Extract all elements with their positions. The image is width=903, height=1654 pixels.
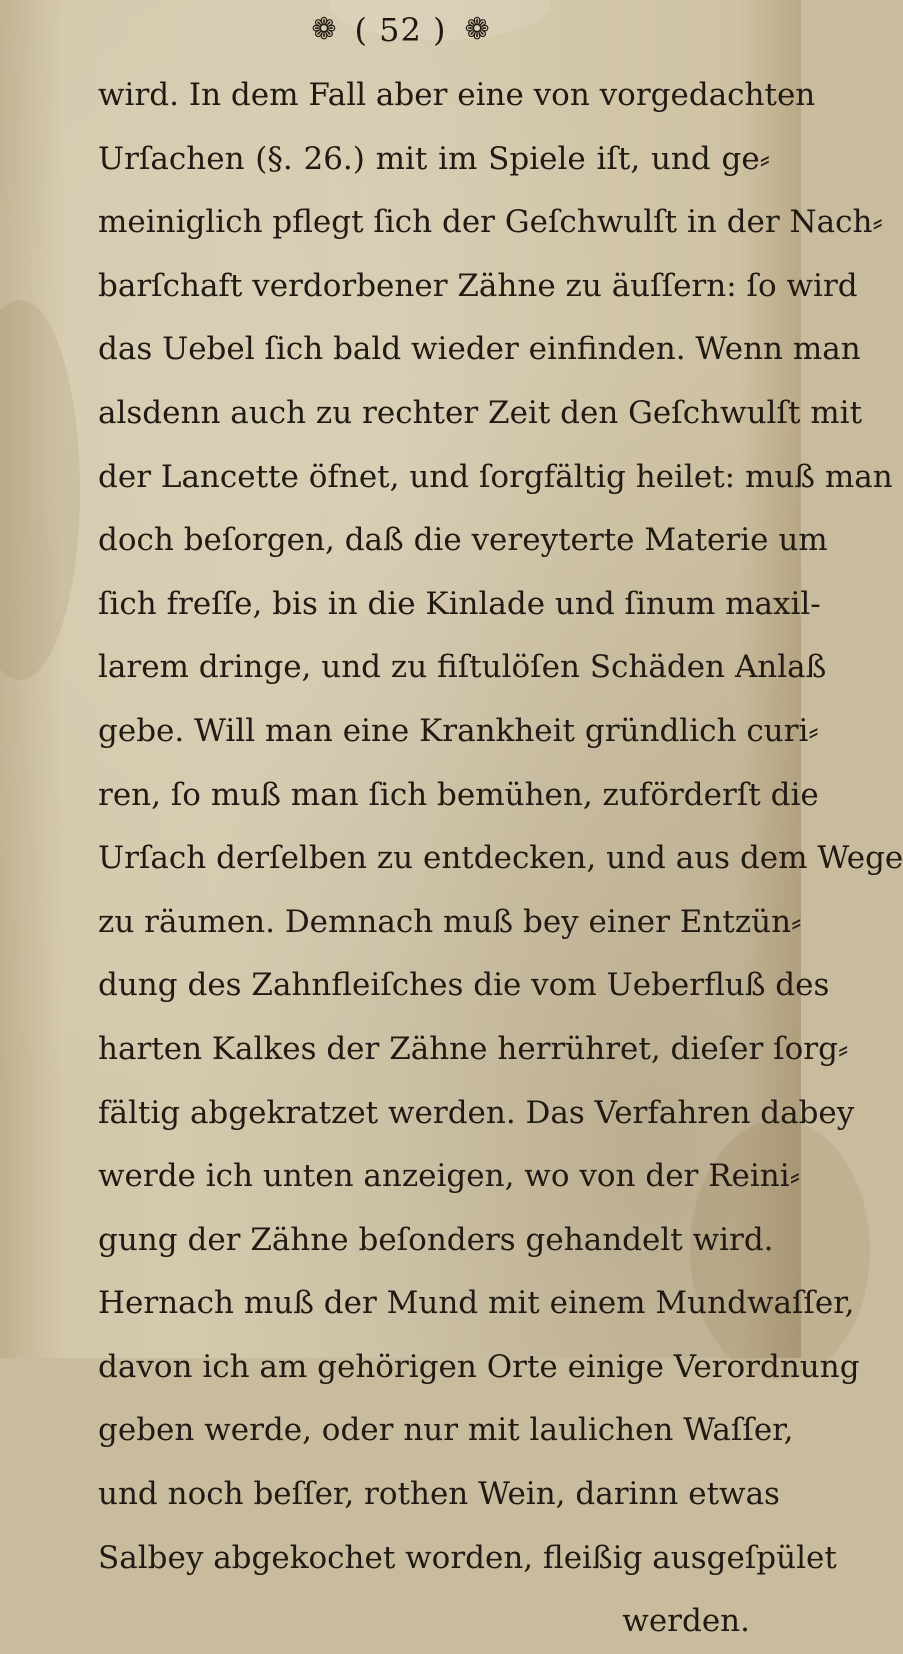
text-line: dung des Zahnfleiſches die vom Ueberfluß des xyxy=(98,967,830,1004)
text-line: Salbey abgekochet worden, fleißig ausgeſpület xyxy=(98,1539,837,1576)
text-line: Urſach derſelben zu entdecken, und aus dem Wege xyxy=(98,840,903,877)
text-line: meiniglich pflegt ſich der Geſchwulſt in der Nach⸗ xyxy=(98,204,883,241)
text-line: fältig abgekratzet werden. Das Verfahren dabey xyxy=(98,1094,855,1131)
text-line-last: werden. xyxy=(622,1603,750,1640)
text-line: werde ich unten anzeigen, wo von der Reini⸗ xyxy=(98,1158,801,1195)
text-line: alsdenn auch zu rechter Zeit den Geſchwulſt mit xyxy=(98,394,863,431)
text-line: zu räumen. Demnach muß bey einer Entzün⸗ xyxy=(98,903,802,940)
page-number: ( 52 ) xyxy=(354,11,447,49)
page-header xyxy=(0,6,801,54)
text-line: harten Kalkes der Zähne herrühret, dieſer ſorg⸗ xyxy=(98,1030,849,1067)
text-line: ren, ſo muß man ſich bemühen, zuförderſt die xyxy=(98,776,819,813)
ornament-left-icon: ❁ xyxy=(311,12,337,47)
text-line: und noch beſſer, rothen Wein, darinn etwas xyxy=(98,1476,780,1513)
paper-stain xyxy=(0,300,80,680)
text-line: gung der Zähne beſonders gehandelt wird. xyxy=(98,1221,774,1258)
text-line: davon ich am gehörigen Orte einige Verordnung xyxy=(98,1348,860,1385)
text-line: barſchaft verdorbener Zähne zu äuſſern: ſo wird xyxy=(98,267,858,304)
text-line: geben werde, oder nur mit laulichen Waſſer, xyxy=(98,1412,794,1449)
text-line: doch beſorgen, daß die vereyterte Materie um xyxy=(98,522,828,559)
text-line: der Lancette öfnet, und ſorgfältig heilet: muß man xyxy=(98,458,893,495)
text-line: wird. In dem Fall aber eine von vorgedachten xyxy=(98,77,816,113)
text-line: ſich freſſe, bis in die Kinlade und ſinum maxil- xyxy=(98,585,821,622)
text-line: Urſachen (§. 26.) mit im Spiele iſt, und ge⸗ xyxy=(98,140,770,177)
body-text xyxy=(98,64,903,1654)
text-line: gebe. Will man eine Krankheit gründlich curi⸗ xyxy=(98,712,819,749)
text-line: das Uebel ſich bald wieder einfinden. Wenn man xyxy=(98,331,861,368)
ornament-right-icon: ❁ xyxy=(464,12,490,47)
text-line: larem dringe, und zu fiſtulöſen Schäden Anlaß xyxy=(98,649,827,686)
text-line: Hernach muß der Mund mit einem Mundwaſſer, xyxy=(98,1285,855,1322)
